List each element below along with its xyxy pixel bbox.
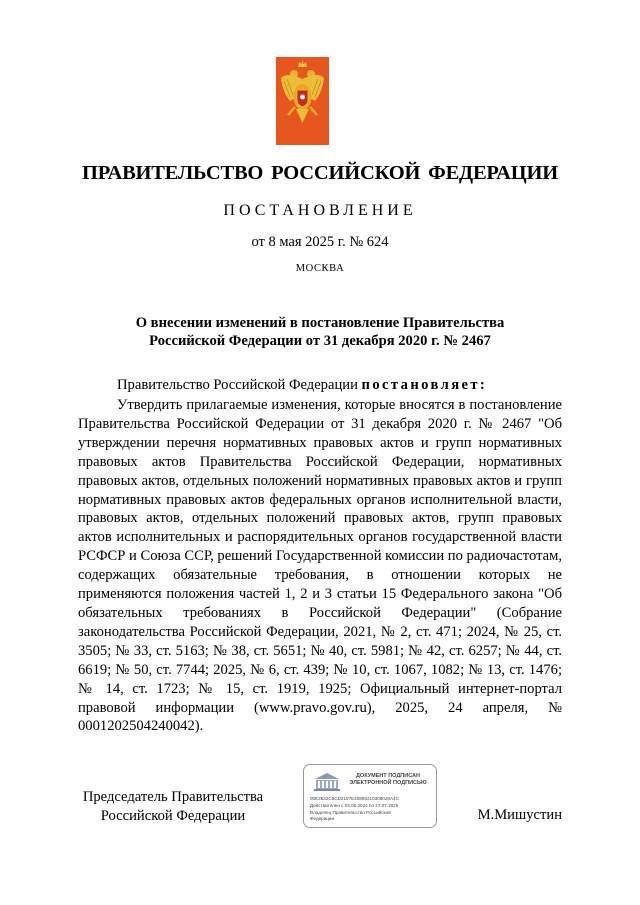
coat-of-arms-emblem-icon — [276, 57, 329, 145]
stamp-title — [342, 773, 434, 787]
document-subject — [90, 314, 550, 350]
subject-line: О внесении изменений в постановление Правительства — [135, 315, 505, 331]
signer-position — [78, 788, 268, 826]
document-city: МОСКВА — [295, 263, 345, 274]
signer-name: М.Мишустин — [477, 807, 562, 823]
signer-position-line: Председатель Правительства — [82, 789, 264, 805]
document-type: ПОСТАНОВЛЕНИЕ — [223, 202, 417, 219]
lead-prefix: Правительство Российской Федерации — [117, 377, 362, 393]
stamp-title-line: ЭЛЕКТРОННОЙ ПОДПИСЬЮ — [349, 780, 427, 786]
lead-verb: постановляет: — [361, 377, 488, 393]
stamp-serial: 00E3632C6CD2197E40869210308028A4C — [310, 796, 399, 801]
subject-line: Российской Федерации от 31 декабря 2020 г. № 2467 — [149, 333, 491, 349]
government-title: ПРАВИТЕЛЬСТВО РОССИЙСКОЙ ФЕДЕРАЦИИ — [82, 162, 558, 184]
stamp-title-line: ДОКУМЕНТ ПОДПИСАН — [356, 773, 420, 779]
stamp-owner: Владелец Правительство Российской — [310, 810, 391, 815]
signer-position-line: Российской Федерации — [100, 808, 246, 824]
stamp-validity: Действителен с 03.05.2024 по 27.07.2025 — [310, 803, 399, 808]
electronic-signature-stamp — [303, 764, 437, 828]
resolution-lead — [117, 377, 487, 394]
resolution-body-text: Утвердить прилагаемые изменения, которые вносятся в постановление Правительства Российской Федерации от 31 декабря 2020 г. № 2467 "Об утверждении перечня нормативных правовых актов и групп нормативных правовых актов Правительства Российской Федерации, нормативных правовых актов, отдельных положений нормативных правовых актов и групп нормативных правовых актов федеральных органов исполнительной власти, правовых актов, отдельных положений правовых актов, групп правовых актов исполнительных и распорядительных органов государственной власти РСФСР и Союза ССР, решений Государственной комиссии по радиочастотам, содержащих обязательные требования, в отношении которых не применяются положения частей 1, 2 и 3 статьи 15 Федерального закона "Об обязательных требованиях в Российской Федерации" (Собрание законодательства Российской Федерации, 2021, № 2, ст. 471; 2024, № 25, ст. 3505; № 33, ст. 5163; № 38, ст. 5651; № 40, ст. 5981; № 42, ст. 6257; № 44, ст. 6619; № 50, ст. 7744; 2025, № 6, ст. 439; № 10, ст. 1067, 1082; № 13, ст. 1476; № 14, ст. 1723; № 15, ст. 1919, 1925; Официальный интернет-портал правовой информации (www.pravo.gov.ru), 2025, 24 апреля, № 0001202504240042). — [78, 397, 562, 735]
stamp-owner: Федерации — [310, 816, 335, 821]
document-date-number: от 8 мая 2025 г. № 624 — [251, 234, 389, 250]
building-logo-icon — [312, 771, 342, 791]
